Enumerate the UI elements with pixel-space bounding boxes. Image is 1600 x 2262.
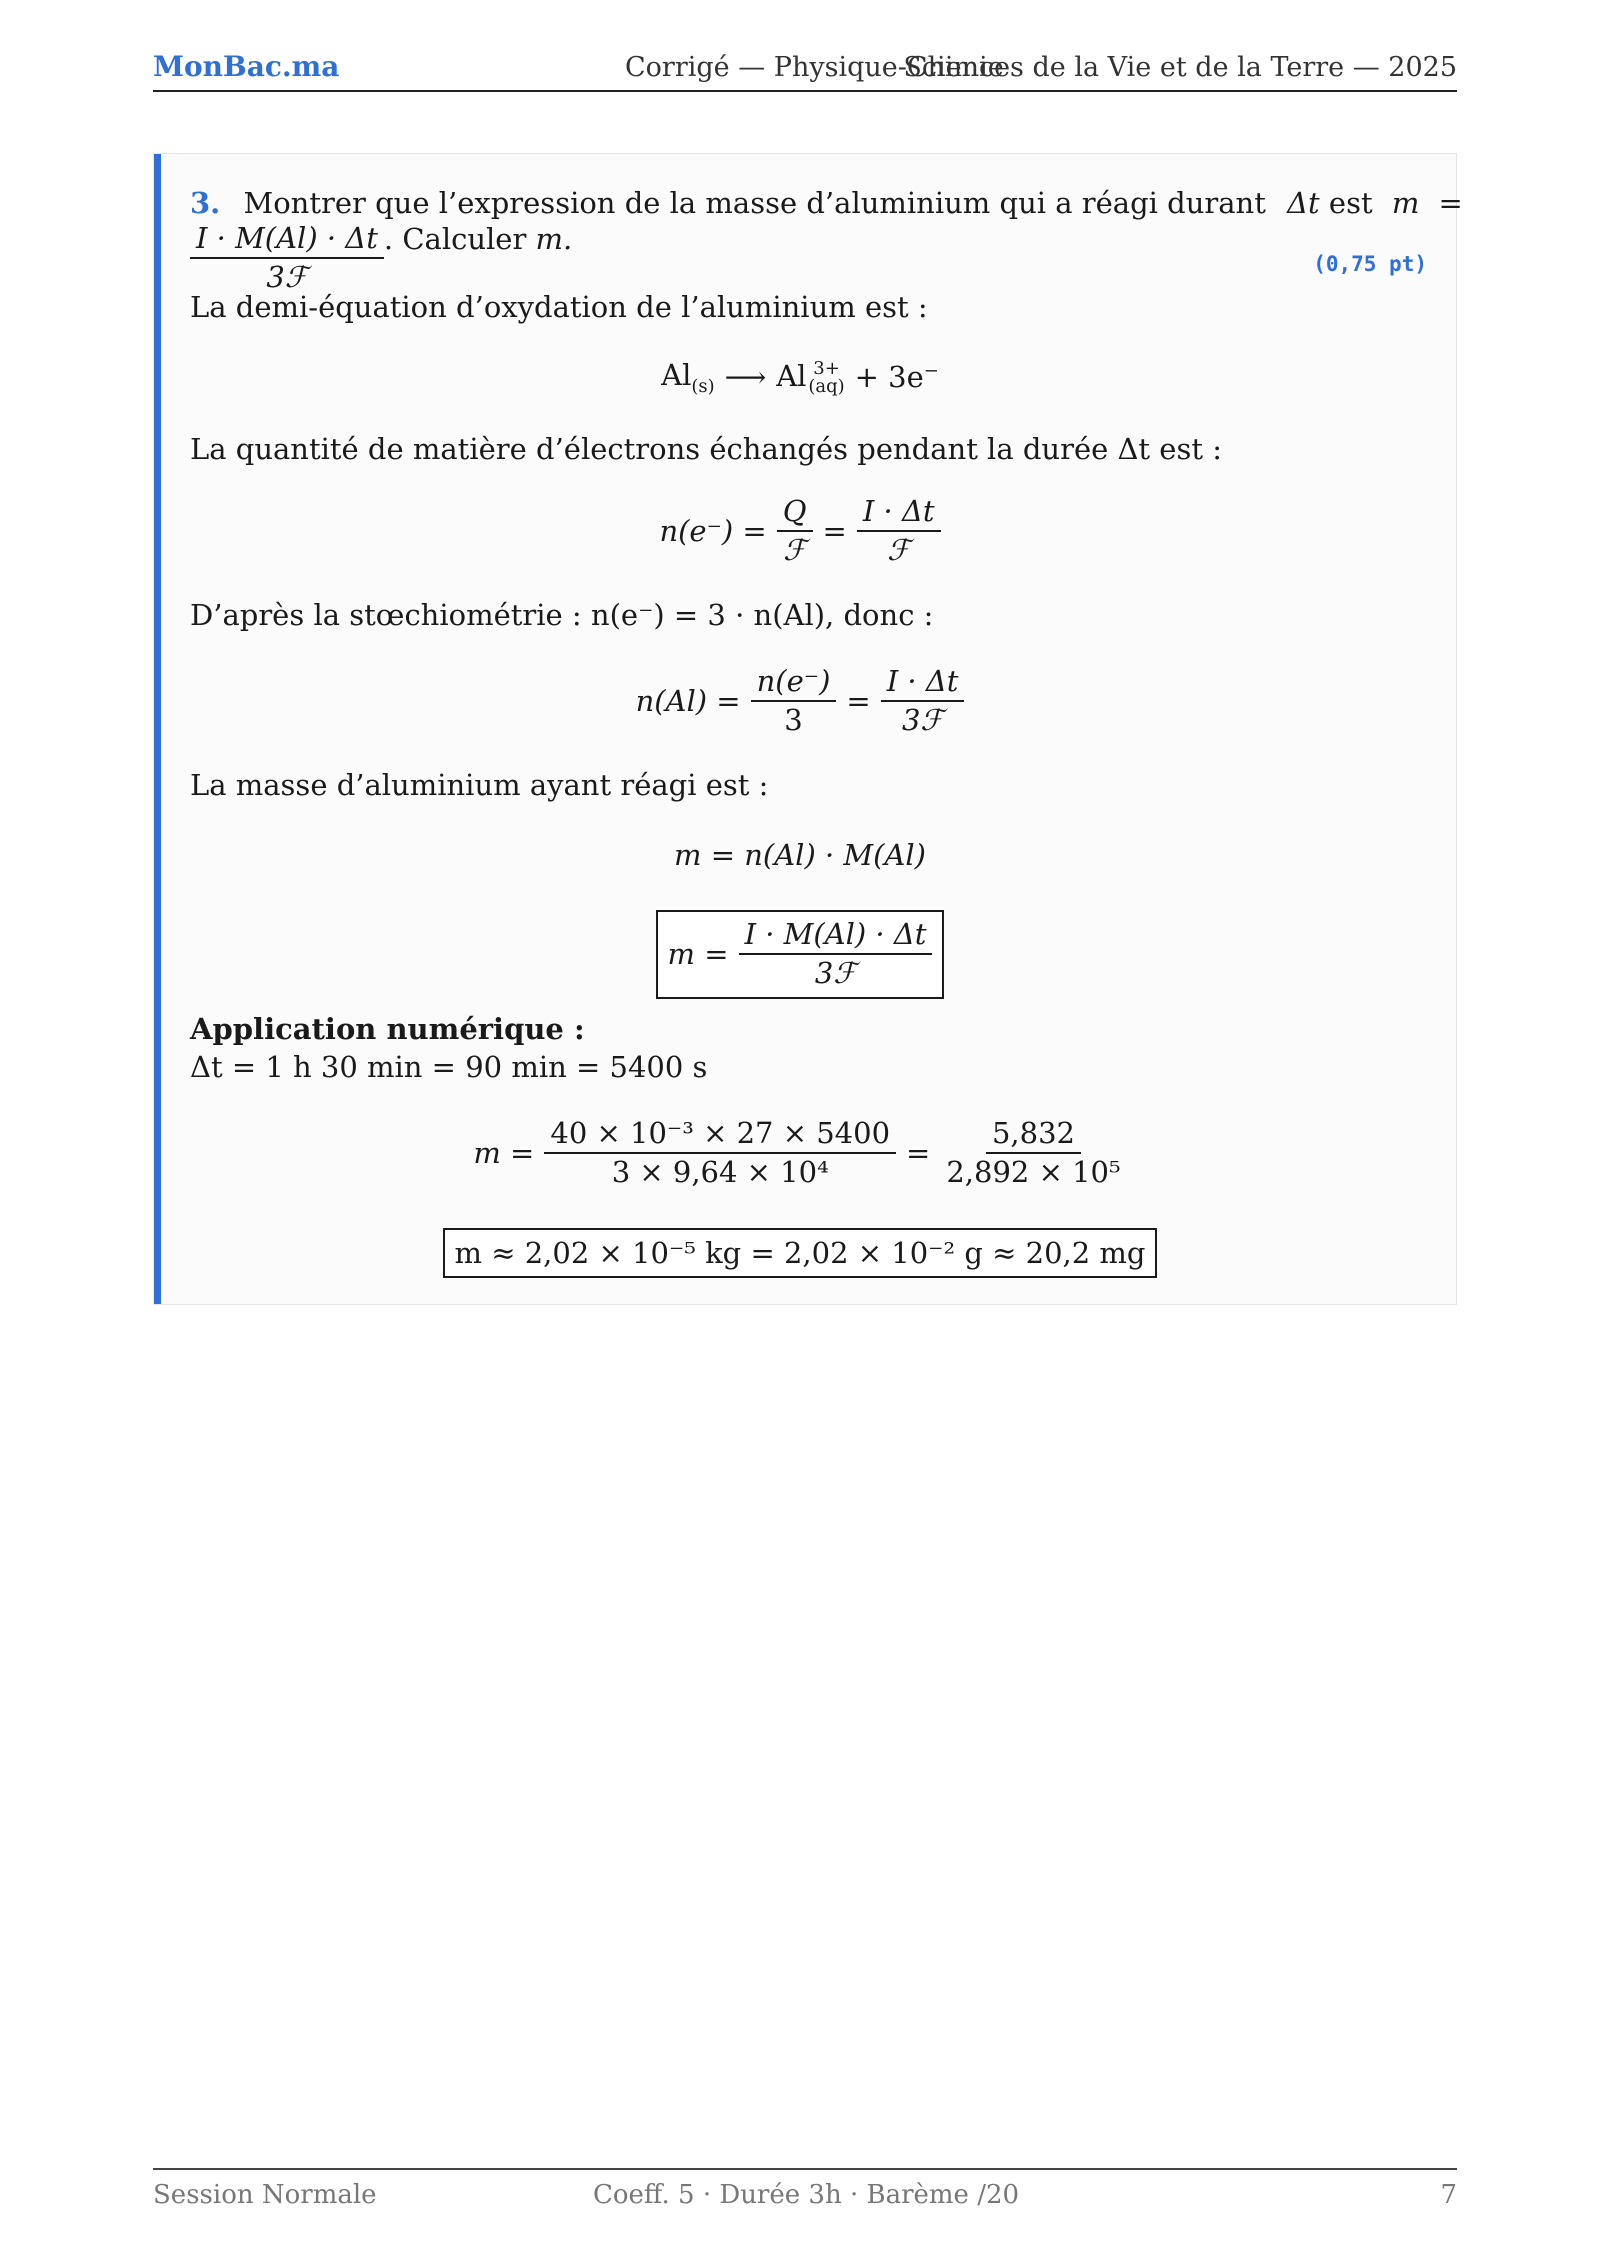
oxidation-right: Al: [776, 358, 807, 393]
calc-fraction-1-num: 40 × 10⁻³ × 27 × 5400: [544, 1117, 896, 1154]
calc-fraction-1-den: 3 × 9,64 × 10⁴: [611, 1155, 829, 1190]
mass-equation: m = n(Al) · M(Al): [674, 838, 926, 872]
calculation-equation: [0, 1117, 1600, 1190]
boxed-fraction: [739, 918, 933, 991]
calc-fraction-2: [940, 1117, 1126, 1190]
question-delta-t: Δt: [1287, 186, 1320, 220]
ne-fraction-2-num: I · Δt: [857, 495, 941, 532]
mass-intro: La masse d’aluminium ayant réagi est :: [190, 768, 769, 802]
oxidation-intro: La demi-équation d’oxydation de l’aluminium est :: [190, 290, 928, 324]
header-subject-overlap: Sciences de la Vie et de la Terre — 2025: [903, 52, 1457, 83]
nal-fraction-1: [751, 665, 837, 738]
calc-fraction-2-num: 5,832: [986, 1117, 1081, 1154]
oxidation-arrow: ⟶: [724, 360, 767, 395]
ne-fraction-2: [857, 495, 941, 568]
header-divider: [153, 90, 1457, 92]
question-suffix-m: m.: [535, 222, 573, 256]
oxidation-right-charge: 3+: [813, 357, 840, 379]
n-al-equation: [0, 665, 1600, 738]
electrons-intro: La quantité de matière d’électrons échangés pendant la durée Δt est :: [190, 432, 1222, 466]
ne-fraction-1-den: ℱ: [783, 533, 807, 568]
nal-lhs: n(Al) =: [635, 684, 741, 719]
page-number: 7: [1440, 2180, 1457, 2210]
ne-fraction-1-num: Q: [777, 495, 813, 532]
footer-session: Session Normale: [153, 2180, 377, 2210]
oxidation-left: Al: [661, 358, 692, 392]
ne-fraction-1: [777, 495, 813, 568]
stoichiometry-line: D’après la stœchiométrie : n(e⁻) = 3 · n(Al), donc :: [190, 598, 934, 632]
oxidation-electrons-charge: −: [923, 360, 939, 382]
calc-fraction-1: [544, 1117, 896, 1190]
question-formula: [190, 222, 384, 295]
result-box: [443, 1228, 1158, 1278]
calc-equals: =: [906, 1136, 931, 1171]
oxidation-equation: [0, 358, 1600, 397]
nal-fraction-2-num: I · Δt: [881, 665, 965, 702]
oxidation-left-state: (s): [691, 375, 715, 397]
points-badge: (0,75 pt): [1313, 252, 1427, 276]
boxed-fraction-num: I · M(Al) · Δt: [739, 918, 933, 955]
nal-fraction-2-den: 3ℱ: [901, 703, 944, 738]
brand-logo-text[interactable]: MonBac.ma: [153, 50, 340, 83]
question-eq: =: [1438, 186, 1463, 220]
application-title: Application numérique :: [190, 1012, 585, 1046]
question-est: est: [1328, 186, 1373, 220]
calc-lhs: m =: [473, 1136, 535, 1171]
boxed-lhs: m =: [667, 937, 729, 972]
nal-fraction-2: [881, 665, 965, 738]
question-statement-prefix: Montrer que l’expression de la masse d’aluminium qui a réagi durant: [243, 186, 1266, 220]
ne-fraction-2-den: ℱ: [887, 533, 911, 568]
nal-fraction-1-num: n(e⁻): [751, 665, 837, 702]
boxed-formula-row: [0, 910, 1600, 999]
nal-fraction-1-den: 3: [784, 703, 803, 738]
question-suffix: . Calculer: [383, 222, 527, 256]
question-number: 3.: [190, 186, 221, 220]
header-subject: Corrigé — Physique-Chimie: [625, 52, 1004, 83]
page-header: [153, 50, 1457, 90]
boxed-fraction-den: 3ℱ: [814, 956, 857, 991]
footer-divider: [153, 2168, 1457, 2170]
question-line-1: [190, 186, 1463, 220]
oxidation-electrons: + 3e: [854, 360, 924, 395]
calc-fraction-2-den: 2,892 × 10⁵: [946, 1155, 1121, 1190]
question-formula-numerator: I · M(Al) · Δt: [190, 222, 384, 259]
result-row: [0, 1228, 1600, 1278]
question-m: m: [1391, 186, 1420, 220]
result-value: m ≈ 2,02 × 10⁻⁵ kg = 2,02 × 10⁻² g ≈ 20,2 mg: [454, 1236, 1146, 1270]
ne-equals: =: [822, 514, 847, 549]
application-delta-t: Δt = 1 h 30 min = 90 min = 5400 s: [190, 1050, 708, 1084]
boxed-formula: [656, 910, 945, 999]
oxidation-right-state: (aq): [808, 375, 845, 397]
nal-equals: =: [846, 684, 871, 719]
footer-info: Coeff. 5 · Durée 3h · Barème /20: [593, 2180, 1020, 2210]
question-formula-denominator: 3ℱ: [266, 260, 308, 295]
electrons-equation: [0, 495, 1600, 568]
question-line-2: [190, 222, 572, 295]
ne-lhs: n(e⁻) =: [659, 514, 767, 549]
